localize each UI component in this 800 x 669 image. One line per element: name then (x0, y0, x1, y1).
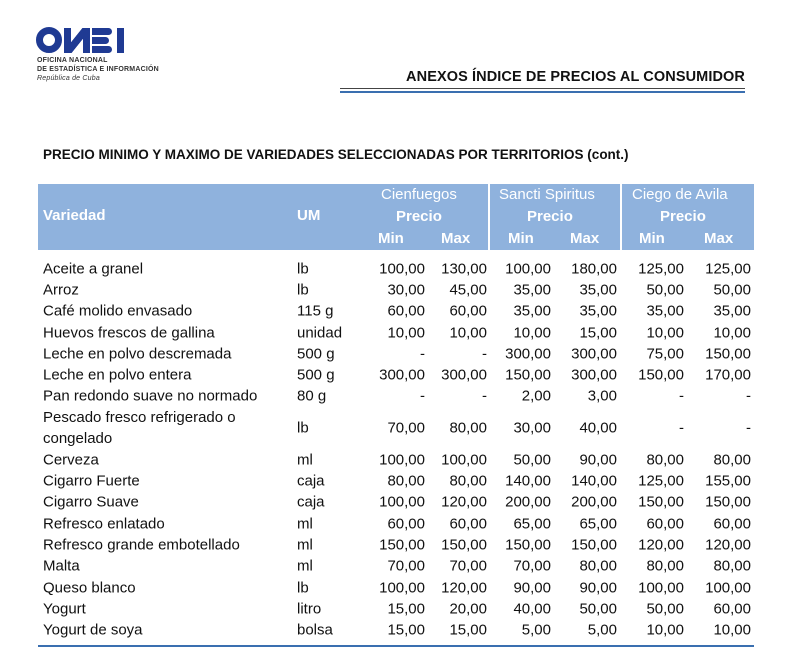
cell-cienfuegos-max: 80,00 (449, 419, 487, 437)
cell-cienfuegos-min: 60,00 (387, 515, 425, 533)
cell-ciego-de-avila-max: - (746, 387, 751, 405)
cell-um: ml (297, 557, 313, 575)
cell-um: ml (297, 515, 313, 533)
table-title: PRECIO MINIMO Y MAXIMO DE VARIEDADES SELECCIONADAS POR TERRITORIOS (cont.) (43, 147, 629, 162)
cell-um: bolsa (297, 621, 333, 639)
cell-um: caja (297, 493, 325, 511)
cell-ciego-de-avila-min: 80,00 (646, 557, 684, 575)
cell-variedad: Huevos frescos de gallina (43, 324, 215, 342)
cell-um: ml (297, 451, 313, 469)
cell-cienfuegos-min: 70,00 (387, 419, 425, 437)
header-precio: Precio (396, 208, 442, 225)
cell-um: 80 g (297, 387, 327, 405)
cell-um: caja (297, 472, 325, 490)
cell-um: lb (297, 579, 309, 596)
cell-cienfuegos-min: 100,00 (379, 493, 425, 511)
cell-sancti-spiritus-max: 200,00 (571, 493, 617, 511)
cell-sancti-spiritus-max: 80,00 (579, 557, 617, 575)
cell-cienfuegos-max: 300,00 (441, 366, 487, 384)
cell-sancti-spiritus-max: 5,00 (587, 621, 617, 639)
header-territory-cienfuegos: Cienfuegos (381, 186, 457, 203)
header-territory-sancti-spiritus: Sancti Spiritus (499, 186, 595, 203)
header-max: Max (704, 230, 734, 247)
cell-variedad: Aceite a granel (43, 260, 144, 278)
title-divider (340, 88, 745, 89)
cell-cienfuegos-min: 70,00 (387, 557, 425, 575)
cell-ciego-de-avila-max: 50,00 (713, 281, 751, 299)
cell-sancti-spiritus-min: 70,00 (513, 557, 551, 575)
cell-cienfuegos-min: 80,00 (387, 472, 425, 490)
header-precio: Precio (660, 208, 706, 225)
cell-cienfuegos-min: - (420, 387, 425, 405)
cell-variedad: Cigarro Suave (43, 493, 139, 511)
cell-cienfuegos-min: 100,00 (379, 260, 425, 278)
table-row (38, 364, 754, 385)
header-variedad: Variedad (43, 207, 106, 224)
table-row (38, 301, 754, 322)
title-divider-accent (340, 91, 745, 93)
cell-cienfuegos-max: 100,00 (441, 451, 487, 469)
cell-sancti-spiritus-max: 180,00 (571, 260, 617, 278)
cell-cienfuegos-max: 15,00 (449, 621, 487, 639)
cell-ciego-de-avila-max: 80,00 (713, 557, 751, 575)
cell-sancti-spiritus-min: 150,00 (505, 536, 551, 554)
cell-sancti-spiritus-max: 35,00 (579, 302, 617, 320)
table-row (38, 556, 754, 577)
logo-line-2: DE ESTADÍSTICA E INFORMACIÓN (37, 66, 159, 73)
cell-ciego-de-avila-min: 50,00 (646, 600, 684, 618)
cell-variedad: Refresco enlatado (43, 515, 165, 533)
header-min: Min (508, 230, 534, 247)
table-row (38, 343, 754, 364)
cell-ciego-de-avila-max: 10,00 (713, 324, 751, 342)
cell-sancti-spiritus-min: 200,00 (505, 493, 551, 511)
cell-ciego-de-avila-max: 60,00 (713, 600, 751, 618)
table-row (38, 279, 754, 300)
table-row (38, 534, 754, 555)
document-title: ANEXOS ÍNDICE DE PRECIOS AL CONSUMIDOR (406, 69, 745, 85)
cell-sancti-spiritus-min: 5,00 (521, 621, 551, 639)
cell-cienfuegos-max: 150,00 (441, 536, 487, 554)
cell-ciego-de-avila-min: 10,00 (646, 621, 684, 639)
cell-sancti-spiritus-max: 90,00 (579, 451, 617, 469)
cell-um: litro (297, 600, 322, 618)
cell-ciego-de-avila-min: 50,00 (646, 281, 684, 299)
cell-variedad: Refresco grande embotellado (43, 536, 240, 554)
cell-cienfuegos-max: 70,00 (449, 557, 487, 575)
cell-cienfuegos-max: - (482, 345, 487, 363)
cell-sancti-spiritus-max: 300,00 (571, 366, 617, 384)
cell-cienfuegos-min: 300,00 (379, 366, 425, 384)
cell-sancti-spiritus-min: 35,00 (513, 281, 551, 299)
cell-ciego-de-avila-min: 150,00 (638, 366, 684, 384)
cell-um: lb (297, 419, 309, 437)
cell-ciego-de-avila-max: 125,00 (705, 260, 751, 278)
cell-cienfuegos-min: 10,00 (387, 324, 425, 342)
cell-sancti-spiritus-max: 150,00 (571, 536, 617, 554)
cell-cienfuegos-max: 10,00 (449, 324, 487, 342)
cell-ciego-de-avila-min: - (679, 387, 684, 405)
cell-sancti-spiritus-min: 65,00 (513, 515, 551, 533)
cell-ciego-de-avila-min: 150,00 (638, 493, 684, 511)
cell-cienfuegos-max: 80,00 (449, 472, 487, 490)
column-separator (488, 184, 490, 250)
cell-ciego-de-avila-max: 100,00 (705, 579, 751, 596)
cell-um: 500 g (297, 366, 335, 384)
cell-cienfuegos-min: 100,00 (379, 579, 425, 596)
cell-um: 500 g (297, 345, 335, 363)
header-min: Min (639, 230, 665, 247)
cell-ciego-de-avila-min: 35,00 (646, 302, 684, 320)
table-bottom-rule (38, 645, 754, 647)
table-row (38, 577, 754, 598)
cell-ciego-de-avila-max: 60,00 (713, 515, 751, 533)
cell-cienfuegos-min: 15,00 (387, 621, 425, 639)
header-territory-ciego-de-avila: Ciego de Avila (632, 186, 728, 203)
cell-cienfuegos-max: 60,00 (449, 515, 487, 533)
table-row (38, 386, 754, 407)
cell-ciego-de-avila-max: - (746, 419, 751, 437)
cell-sancti-spiritus-min: 140,00 (505, 472, 551, 490)
cell-um: 115 g (297, 302, 334, 320)
cell-um: unidad (297, 324, 343, 342)
cell-um: lb (297, 260, 309, 278)
cell-sancti-spiritus-min: 40,00 (513, 600, 551, 618)
cell-sancti-spiritus-max: 3,00 (587, 387, 617, 405)
logo-line-1: OFICINA NACIONAL (37, 57, 108, 64)
cell-ciego-de-avila-max: 150,00 (705, 493, 751, 511)
cell-variedad: Cigarro Fuerte (43, 472, 140, 490)
table-row (38, 619, 754, 640)
cell-sancti-spiritus-max: 90,00 (579, 579, 617, 596)
cell-sancti-spiritus-max: 40,00 (579, 419, 617, 437)
cell-sancti-spiritus-max: 300,00 (571, 345, 617, 363)
onei-logo (36, 26, 196, 86)
cell-cienfuegos-min: 60,00 (387, 302, 425, 320)
cell-cienfuegos-min: 15,00 (387, 600, 425, 618)
cell-sancti-spiritus-min: 2,00 (521, 387, 551, 405)
cell-variedad: Leche en polvo descremada (43, 345, 232, 363)
cell-variedad: Malta (43, 557, 80, 575)
cell-variedad: Yogurt (43, 600, 86, 618)
cell-variedad: Café molido envasado (43, 302, 193, 320)
cell-ciego-de-avila-min: - (679, 419, 684, 437)
cell-ciego-de-avila-max: 150,00 (705, 345, 751, 363)
header-max: Max (441, 230, 471, 247)
cell-cienfuegos-max: 20,00 (449, 600, 487, 618)
header-precio: Precio (527, 208, 573, 225)
cell-ciego-de-avila-min: 80,00 (646, 451, 684, 469)
cell-cienfuegos-min: 100,00 (379, 451, 425, 469)
cell-cienfuegos-max: 45,00 (449, 281, 487, 299)
cell-ciego-de-avila-max: 10,00 (713, 621, 751, 639)
cell-variedad: Queso blanco (43, 579, 136, 596)
logo-line-3: República de Cuba (37, 75, 100, 82)
cell-ciego-de-avila-max: 120,00 (705, 536, 751, 554)
cell-ciego-de-avila-max: 35,00 (713, 302, 751, 320)
cell-ciego-de-avila-max: 155,00 (705, 472, 751, 490)
cell-variedad: Cerveza (43, 451, 99, 469)
cell-cienfuegos-max: 120,00 (441, 493, 487, 511)
table-row (38, 407, 754, 449)
table-row (38, 258, 754, 279)
cell-sancti-spiritus-min: 35,00 (513, 302, 551, 320)
cell-ciego-de-avila-min: 75,00 (646, 345, 684, 363)
cell-cienfuegos-max: 60,00 (449, 302, 487, 320)
cell-variedad: Arroz (43, 281, 79, 299)
cell-variedad: Leche en polvo entera (43, 366, 192, 384)
table-row (38, 513, 754, 534)
cell-sancti-spiritus-min: 50,00 (513, 451, 551, 469)
cell-sancti-spiritus-max: 15,00 (579, 324, 617, 342)
cell-sancti-spiritus-min: 300,00 (505, 345, 551, 363)
cell-ciego-de-avila-max: 170,00 (705, 366, 751, 384)
header-min: Min (378, 230, 404, 247)
cell-sancti-spiritus-max: 65,00 (579, 515, 617, 533)
cell-ciego-de-avila-min: 10,00 (646, 324, 684, 342)
table-header (38, 184, 754, 250)
cell-variedad: Yogurt de soya (43, 621, 143, 639)
cell-ciego-de-avila-min: 60,00 (646, 515, 684, 533)
cell-sancti-spiritus-max: 35,00 (579, 281, 617, 299)
table-row (38, 470, 754, 491)
cell-ciego-de-avila-min: 125,00 (638, 260, 684, 278)
cell-variedad: Pescado fresco refrigerado o congelado (43, 409, 236, 448)
cell-um: lb (297, 281, 309, 299)
table-row (38, 322, 754, 343)
cell-um: ml (297, 536, 313, 554)
header-um: UM (297, 207, 321, 224)
cell-sancti-spiritus-max: 50,00 (579, 600, 617, 618)
cell-sancti-spiritus-min: 100,00 (505, 260, 551, 278)
cell-cienfuegos-min: 30,00 (387, 281, 425, 299)
cell-sancti-spiritus-max: 140,00 (571, 472, 617, 490)
cell-cienfuegos-max: 120,00 (441, 579, 487, 596)
cell-ciego-de-avila-min: 125,00 (638, 472, 684, 490)
cell-sancti-spiritus-min: 10,00 (513, 324, 551, 342)
table-row (38, 492, 754, 513)
cell-sancti-spiritus-min: 90,00 (513, 579, 551, 596)
cell-sancti-spiritus-min: 30,00 (513, 419, 551, 437)
table-row (38, 449, 754, 470)
cell-cienfuegos-max: 130,00 (441, 260, 487, 278)
cell-ciego-de-avila-min: 120,00 (638, 536, 684, 554)
table-body (38, 258, 754, 641)
cell-ciego-de-avila-min: 100,00 (638, 579, 684, 596)
cell-variedad: Pan redondo suave no normado (43, 387, 258, 405)
header-max: Max (570, 230, 600, 247)
cell-cienfuegos-max: - (482, 387, 487, 405)
cell-ciego-de-avila-max: 80,00 (713, 451, 751, 469)
cell-cienfuegos-min: - (420, 345, 425, 363)
onei-logo-mark (36, 26, 124, 54)
table-row (38, 598, 754, 619)
cell-cienfuegos-min: 150,00 (379, 536, 425, 554)
column-separator (620, 184, 622, 250)
cell-sancti-spiritus-min: 150,00 (505, 366, 551, 384)
